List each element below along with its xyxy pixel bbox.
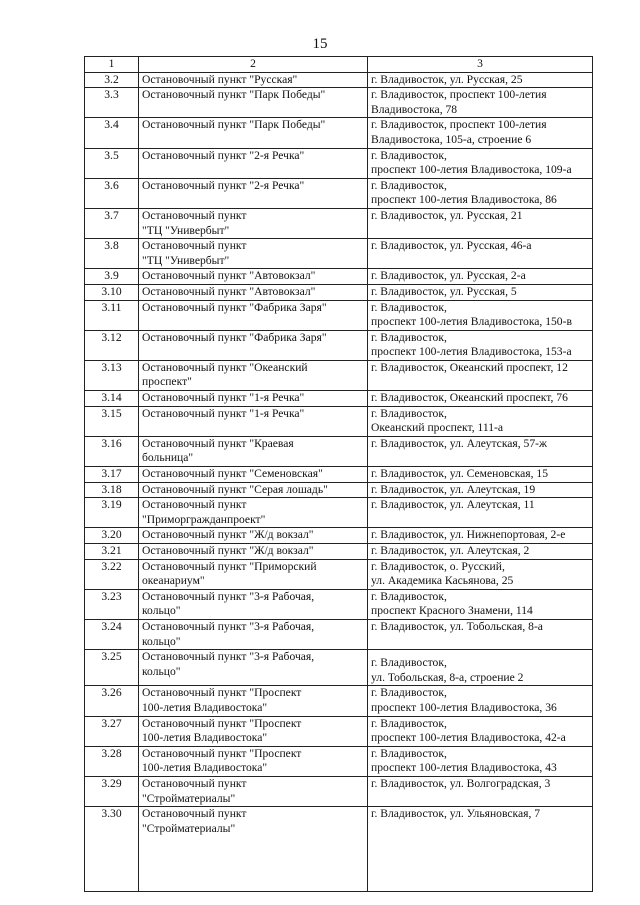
- stop-name-line: Остановочный пункт "Океанский: [142, 360, 308, 374]
- row-number: 3.14: [85, 391, 139, 407]
- stop-name-line: Остановочный пункт "Проспект: [142, 746, 302, 760]
- address-cell: [368, 559, 593, 589]
- row-number: 3.11: [85, 300, 139, 330]
- table-row: [85, 148, 593, 178]
- row-number: 3.21: [85, 544, 139, 560]
- stop-name-line: "Приморгражданпроект": [142, 512, 266, 526]
- address-cell: [368, 208, 593, 238]
- address-line: г. Владивосток, Океанский проспект, 76: [371, 391, 568, 405]
- address-cell: [368, 436, 593, 466]
- stop-name-cell: [139, 360, 368, 390]
- stop-name-line: Остановочный пункт "Автовокзал": [142, 284, 316, 298]
- address-line: г. Владивосток,: [371, 330, 447, 344]
- stop-name-line: Остановочный пункт: [142, 807, 247, 821]
- stop-name-cell: [139, 544, 368, 560]
- address-line: г. Владивосток,: [371, 178, 447, 192]
- stop-name-cell: [139, 559, 368, 589]
- column-header-2: 2: [139, 57, 368, 73]
- page-number: 15: [312, 36, 328, 52]
- stop-name-cell: [139, 686, 368, 716]
- table-row: [85, 239, 593, 269]
- address-cell: [368, 391, 593, 407]
- stop-name-line: Остановочный пункт: [142, 239, 247, 253]
- stop-name-cell: [139, 330, 368, 360]
- stop-name-line: Остановочный пункт "Серая лошадь": [142, 482, 328, 496]
- stop-name-cell: [139, 208, 368, 238]
- address-line: г. Владивосток, проспект 100-летия: [371, 88, 547, 102]
- stop-name-cell: [139, 391, 368, 407]
- table-row: [85, 716, 593, 746]
- stop-name-line: кольцо": [142, 634, 181, 648]
- address-line: г. Владивосток,: [371, 746, 447, 760]
- stop-name-cell: [139, 118, 368, 148]
- address-line: проспект 100-летия Владивостока, 43: [371, 761, 557, 775]
- table-row: [85, 88, 593, 118]
- stop-name-cell: [139, 619, 368, 649]
- address-line: Владивостока, 78: [371, 102, 458, 116]
- stop-name-line: Остановочный пункт "Фабрика Заря": [142, 300, 327, 314]
- address-line: г. Владивосток, ул. Нижнепортовая, 2-е: [371, 528, 566, 542]
- row-number: 3.9: [85, 269, 139, 285]
- row-number: 3.6: [85, 178, 139, 208]
- address-line: ул. Тобольская, 8-а, строение 2: [371, 670, 524, 684]
- stop-name-cell: [139, 239, 368, 269]
- table-row: [85, 406, 593, 436]
- stop-name-line: 100-летия Владивостока": [142, 761, 268, 775]
- address-line: проспект 100-летия Владивостока, 36: [371, 700, 557, 714]
- table-row: [85, 300, 593, 330]
- address-cell: [368, 178, 593, 208]
- stop-name-line: 100-летия Владивостока": [142, 731, 268, 745]
- address-line: г. Владивосток, проспект 100-летия: [371, 118, 547, 132]
- address-line: г. Владивосток, ул. Волгоградская, 3: [371, 776, 551, 790]
- address-cell: [368, 360, 593, 390]
- table-row: [85, 498, 593, 528]
- table-row: [85, 72, 593, 88]
- stop-name-line: "Стройматериалы": [142, 791, 236, 805]
- address-line: проспект 100-летия Владивостока, 86: [371, 193, 557, 207]
- table-row: [85, 544, 593, 560]
- column-header-1: 1: [85, 57, 139, 73]
- address-line: г. Владивосток, ул. Семеновская, 15: [371, 467, 549, 481]
- stop-name-line: Остановочный пункт "Семеновская": [142, 467, 323, 481]
- table-row: [85, 284, 593, 300]
- stop-name-line: Остановочный пункт "Автовокзал": [142, 269, 316, 283]
- address-line: г. Владивосток, Океанский проспект, 12: [371, 360, 568, 374]
- stop-name-line: Остановочный пункт "Проспект: [142, 686, 302, 700]
- address-line: проспект 100-летия Владивостока, 150-в: [371, 315, 572, 329]
- address-line: г. Владивосток, ул. Алеутская, 57-ж: [371, 436, 548, 450]
- address-line: г. Владивосток, ул. Алеутская, 11: [371, 498, 535, 512]
- table-row: [85, 436, 593, 466]
- address-cell: [368, 619, 593, 649]
- row-number: 3.26: [85, 686, 139, 716]
- stop-name-line: Остановочный пункт "Парк Победы": [142, 118, 326, 132]
- row-number: 3.15: [85, 406, 139, 436]
- address-cell: [368, 269, 593, 285]
- stop-name-cell: [139, 589, 368, 619]
- stop-name-cell: [139, 467, 368, 483]
- stop-name-cell: [139, 650, 368, 686]
- stop-name-cell: [139, 284, 368, 300]
- stop-name-line: Остановочный пункт "Приморский: [142, 559, 317, 573]
- stop-name-cell: [139, 178, 368, 208]
- stop-name-cell: [139, 716, 368, 746]
- stop-name-line: океанариум": [142, 574, 205, 588]
- stop-name-cell: [139, 482, 368, 498]
- address-line: г. Владивосток, ул. Ульяновская, 7: [371, 807, 541, 821]
- row-number: 3.16: [85, 436, 139, 466]
- stop-name-line: Остановочный пункт "3-я Рабочая,: [142, 589, 315, 603]
- stop-name-line: Остановочный пункт "1-я Речка": [142, 406, 305, 420]
- stop-name-line: Остановочный пункт: [142, 776, 247, 790]
- stop-name-cell: [139, 269, 368, 285]
- address-line: ул. Академика Касьянова, 25: [371, 574, 514, 588]
- row-number: 3.24: [85, 619, 139, 649]
- address-cell: [368, 716, 593, 746]
- stop-name-cell: [139, 148, 368, 178]
- address-cell: [368, 746, 593, 776]
- stop-name-cell: [139, 807, 368, 892]
- stop-name-line: кольцо": [142, 664, 181, 678]
- table-row: [85, 650, 593, 686]
- row-number: 3.13: [85, 360, 139, 390]
- stop-name-line: Остановочный пункт "Русская": [142, 72, 298, 86]
- stop-name-line: Остановочный пункт: [142, 208, 247, 222]
- row-number: 3.23: [85, 589, 139, 619]
- address-line: г. Владивосток,: [371, 656, 447, 670]
- stop-name-cell: [139, 300, 368, 330]
- address-line: г. Владивосток, ул. Тобольская, 8-а: [371, 619, 543, 633]
- row-number: 3.7: [85, 208, 139, 238]
- row-number: 3.20: [85, 528, 139, 544]
- address-cell: [368, 72, 593, 88]
- row-number: 3.12: [85, 330, 139, 360]
- row-number: 3.17: [85, 467, 139, 483]
- stop-name-cell: [139, 776, 368, 806]
- stop-name-line: больница": [142, 451, 194, 465]
- table-row: [85, 391, 593, 407]
- stop-name-line: Остановочный пункт "3-я Рабочая,: [142, 650, 315, 664]
- address-cell: [368, 88, 593, 118]
- address-cell: [368, 807, 593, 892]
- table-row: [85, 776, 593, 806]
- address-cell: [368, 300, 593, 330]
- address-cell: [368, 589, 593, 619]
- stop-name-line: "Стройматериалы": [142, 821, 236, 835]
- stop-name-line: Остановочный пункт "Ж/д вокзал": [142, 528, 314, 542]
- stop-name-cell: [139, 498, 368, 528]
- table-row: [85, 807, 593, 892]
- stop-name-line: Остановочный пункт "3-я Рабочая,: [142, 619, 315, 633]
- table-row: [85, 619, 593, 649]
- stops-table: [84, 56, 593, 892]
- address-cell: [368, 467, 593, 483]
- address-line: г. Владивосток, ул. Русская, 25: [371, 72, 523, 86]
- table-row: [85, 482, 593, 498]
- address-line: г. Владивосток,: [371, 716, 447, 730]
- address-cell: [368, 544, 593, 560]
- table-row: [85, 360, 593, 390]
- stop-name-line: Остановочный пункт "1-я Речка": [142, 391, 305, 405]
- stop-name-cell: [139, 72, 368, 88]
- stop-name-line: "ТЦ "Универбыт": [142, 253, 230, 267]
- table-row: [85, 528, 593, 544]
- stop-name-line: проспект": [142, 375, 192, 389]
- address-cell: [368, 776, 593, 806]
- stop-name-cell: [139, 436, 368, 466]
- stop-name-line: Остановочный пункт: [142, 498, 247, 512]
- row-number: 3.28: [85, 746, 139, 776]
- row-number: 3.4: [85, 118, 139, 148]
- table-row: [85, 178, 593, 208]
- stop-name-line: Остановочный пункт "Ж/д вокзал": [142, 544, 314, 557]
- address-cell: [368, 498, 593, 528]
- row-number: 3.29: [85, 776, 139, 806]
- stop-name-line: Остановочный пункт "Парк Победы": [142, 88, 326, 102]
- stop-name-line: "ТЦ "Универбыт": [142, 223, 230, 237]
- row-number: 3.27: [85, 716, 139, 746]
- address-line: г. Владивосток, ул. Русская, 5: [371, 284, 517, 298]
- row-number: 3.19: [85, 498, 139, 528]
- address-line: г. Владивосток,: [371, 300, 447, 314]
- address-line: проспект 100-летия Владивостока, 42-а: [371, 731, 566, 745]
- table-row: [85, 118, 593, 148]
- address-line: Океанский проспект, 111-а: [371, 421, 504, 435]
- address-cell: [368, 330, 593, 360]
- stop-name-line: Остановочный пункт "2-я Речка": [142, 148, 305, 162]
- row-number: 3.25: [85, 650, 139, 686]
- address-cell: [368, 406, 593, 436]
- address-line: г. Владивосток, о. Русский,: [371, 559, 505, 573]
- row-number: 3.5: [85, 148, 139, 178]
- address-line: г. Владивосток,: [371, 589, 447, 603]
- row-number: 3.3: [85, 88, 139, 118]
- stop-name-cell: [139, 406, 368, 436]
- address-cell: [368, 650, 593, 686]
- address-cell: [368, 686, 593, 716]
- table-row: [85, 269, 593, 285]
- table-row: [85, 330, 593, 360]
- address-cell: [368, 482, 593, 498]
- address-cell: [368, 528, 593, 544]
- table-header-row: [85, 57, 593, 73]
- table-row: [85, 686, 593, 716]
- row-number: 3.30: [85, 807, 139, 892]
- address-line: г. Владивосток,: [371, 148, 447, 162]
- address-line: проспект 100-летия Владивостока, 109-а: [371, 163, 572, 177]
- address-line: г. Владивосток,: [371, 686, 447, 700]
- address-line: проспект Красного Знамени, 114: [371, 604, 533, 618]
- address-line: проспект 100-летия Владивостока, 153-а: [371, 345, 572, 359]
- stop-name-line: Остановочный пункт "2-я Речка": [142, 178, 305, 192]
- address-line: г. Владивосток, ул. Алеутская, 2: [371, 544, 530, 557]
- address-line: Владивостока, 105-а, строение 6: [371, 132, 532, 146]
- address-cell: [368, 118, 593, 148]
- row-number: 3.10: [85, 284, 139, 300]
- address-line: г. Владивосток,: [371, 406, 447, 420]
- stop-name-line: Остановочный пункт "Проспект: [142, 716, 302, 730]
- stop-name-cell: [139, 528, 368, 544]
- address-line: г. Владивосток, ул. Русская, 2-а: [371, 269, 526, 283]
- table-row: [85, 467, 593, 483]
- row-number: 3.22: [85, 559, 139, 589]
- stop-name-line: кольцо": [142, 604, 181, 618]
- stop-name-line: Остановочный пункт "Фабрика Заря": [142, 330, 327, 344]
- row-number: 3.18: [85, 482, 139, 498]
- table-row: [85, 589, 593, 619]
- stop-name-cell: [139, 746, 368, 776]
- column-header-3: 3: [368, 57, 593, 73]
- stop-name-cell: [139, 88, 368, 118]
- address-cell: [368, 284, 593, 300]
- address-cell: [368, 148, 593, 178]
- address-line: г. Владивосток, ул. Русская, 46-а: [371, 239, 532, 253]
- address-cell: [368, 239, 593, 269]
- address-line: г. Владивосток, ул. Русская, 21: [371, 208, 523, 222]
- address-line: г. Владивосток, ул. Алеутская, 19: [371, 482, 536, 496]
- stop-name-line: 100-летия Владивостока": [142, 700, 268, 714]
- table-row: [85, 746, 593, 776]
- row-number: 3.8: [85, 239, 139, 269]
- stop-name-line: Остановочный пункт "Краевая: [142, 436, 294, 450]
- table-row: [85, 208, 593, 238]
- table-row: [85, 559, 593, 589]
- row-number: 3.2: [85, 72, 139, 88]
